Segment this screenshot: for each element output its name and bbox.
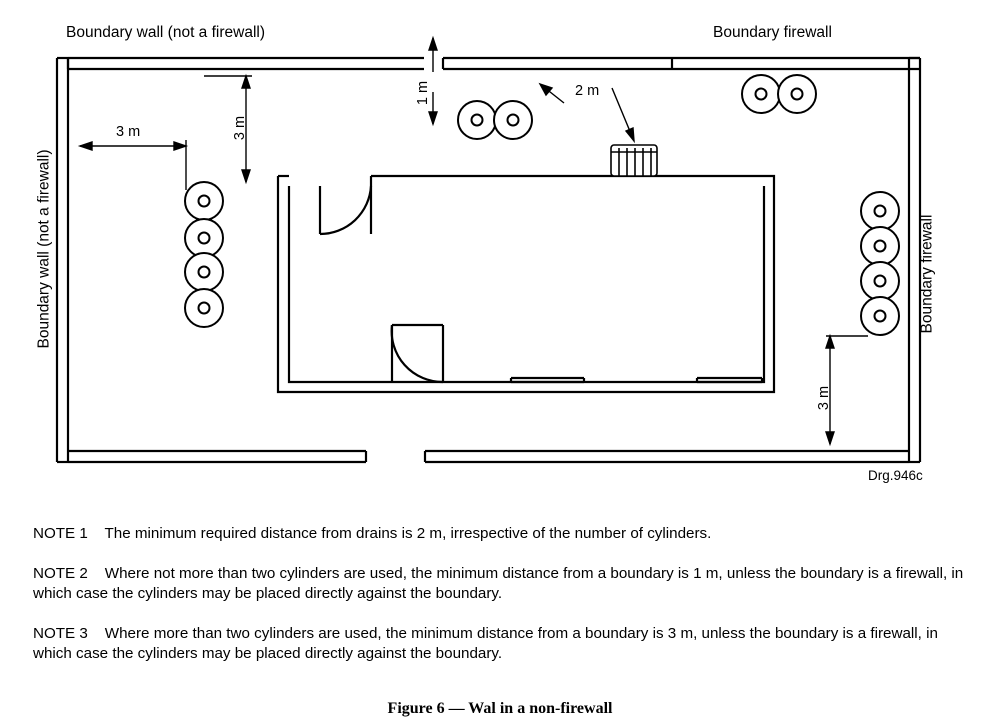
note-item [33, 564, 973, 604]
cylinder-group-top-right [742, 75, 816, 113]
dimension-3m-vertical-right [826, 336, 868, 444]
label-boundary-wall-left: Boundary wall (not a firewall) [35, 149, 53, 349]
dimension-label-3m-vertical-left: 3 m [232, 115, 249, 141]
note-label: NOTE 2 [33, 565, 88, 583]
label-boundary-firewall-right: Boundary firewall [918, 214, 936, 334]
dimension-3m-horizontal [80, 140, 186, 190]
note-label: NOTE 1 [33, 525, 88, 542]
note-text: The minimum required distance from drains is 2 m, irrespective of the number of cylinders. [104, 525, 712, 542]
door-swing-top [320, 186, 371, 234]
figure-caption: Figure 6 — Wal in a non‑firewall [387, 700, 613, 717]
dimension-label-3m-top-left: 3 m [116, 124, 141, 140]
dimension-label-2m: 2 m [575, 83, 600, 99]
note-item [33, 624, 973, 664]
label-boundary-firewall-top: Boundary firewall [713, 24, 832, 41]
cylinder-group-top [458, 101, 532, 139]
note-label: NOTE 3 [33, 625, 88, 643]
cylinder-group-right [861, 192, 899, 335]
drawing-number: Drg.946c [868, 468, 923, 483]
note-text: Where more than two cylinders are used, the minimum distance from a boundary is 3 m, unless the boundary is a firewall, in which case the cylinders may be placed directly against the boundary. [33, 625, 938, 663]
cylinder-group-left [185, 182, 223, 327]
label-boundary-wall-top: Boundary wall (not a firewall) [66, 24, 266, 41]
note-item [33, 524, 973, 544]
door-swing-bottom [392, 325, 443, 382]
building-outline [278, 176, 774, 392]
note-text: Where not more than two cylinders are used, the minimum distance from a boundary is 1 m, unless the boundary is a firewall, in which case the cylinders may be placed directly against the boundary. [33, 565, 964, 603]
drain-grate [611, 145, 657, 176]
dimension-label-1m: 1 m [415, 80, 432, 106]
dimension-label-3m-vertical-right: 3 m [816, 385, 833, 411]
notes-section [33, 524, 973, 684]
